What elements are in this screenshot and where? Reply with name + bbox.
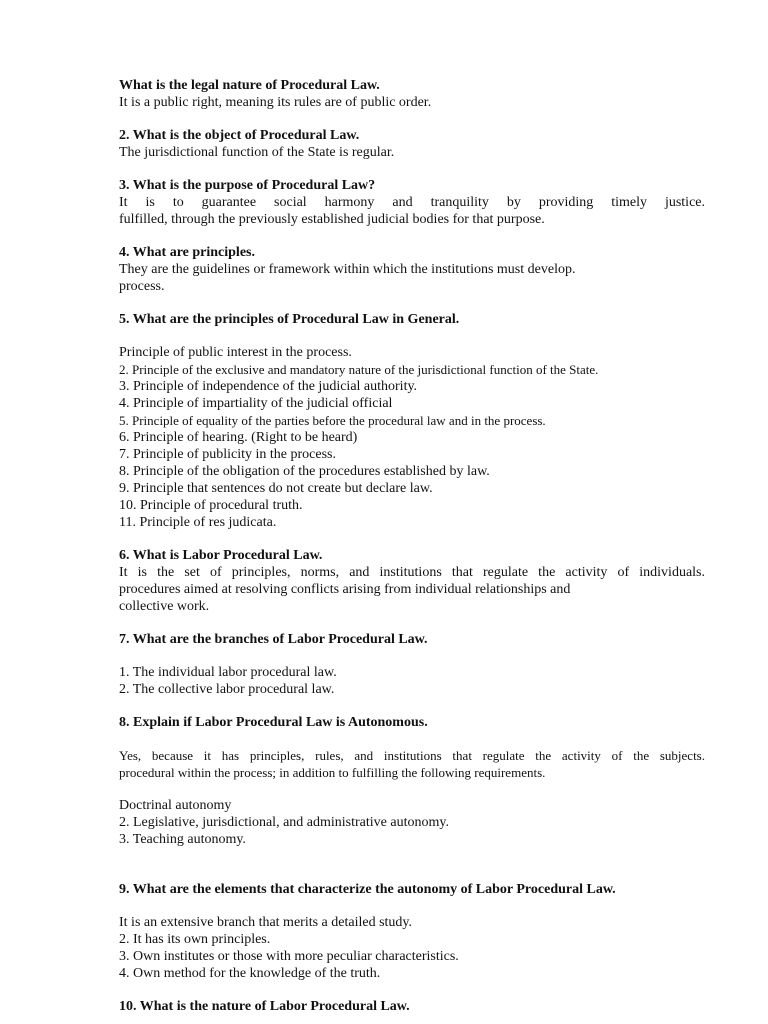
question-5-heading: 5. What are the principles of Procedural Law in General.	[119, 312, 460, 327]
principle-list-item: Principle of public interest in the process.	[119, 345, 352, 360]
principle-list-item: 2. Principle of the exclusive and mandatory nature of the jurisdictional function of the State.	[119, 362, 599, 377]
question-4-answer-line: They are the guidelines or framework within which the institutions must develop.	[119, 262, 576, 277]
autonomy-list-item: 2. Legislative, jurisdictional, and administrative autonomy.	[119, 815, 449, 830]
question-8-heading: 8. Explain if Labor Procedural Law is Autonomous.	[119, 715, 428, 730]
principle-list-item: 11. Principle of res judicata.	[119, 515, 277, 530]
question-3-heading: 3. What is the purpose of Procedural Law?	[119, 178, 376, 193]
element-list-item: 2. It has its own principles.	[119, 932, 271, 947]
principle-list-item: 9. Principle that sentences do not create but declare law.	[119, 481, 433, 496]
question-1-answer: It is a public right, meaning its rules are of public order.	[119, 95, 432, 110]
question-4-answer-line: process.	[119, 279, 165, 294]
question-2-heading: 2. What is the object of Procedural Law.	[119, 128, 360, 143]
question-7-heading: 7. What are the branches of Labor Procedural Law.	[119, 632, 428, 647]
question-6-answer-line: collective work.	[119, 599, 210, 614]
question-10-heading: 10. What is the nature of Labor Procedural Law.	[119, 999, 410, 1014]
question-6-heading: 6. What is Labor Procedural Law.	[119, 548, 323, 563]
autonomy-list-item: Doctrinal autonomy	[119, 798, 232, 813]
principle-list-item: 6. Principle of hearing. (Right to be heard)	[119, 430, 358, 445]
question-4-heading: 4. What are principles.	[119, 245, 255, 260]
branch-list-item: 1. The individual labor procedural law.	[119, 665, 337, 680]
question-8-answer-line: procedural within the process; in addition to fulfilling the following requirements.	[119, 765, 546, 780]
principle-list-item: 8. Principle of the obligation of the procedures established by law.	[119, 464, 490, 479]
element-list-item: 3. Own institutes or those with more peculiar characteristics.	[119, 949, 459, 964]
principle-list-item: 10. Principle of procedural truth.	[119, 498, 303, 513]
element-list-item: 4. Own method for the knowledge of the truth.	[119, 966, 381, 981]
question-6-answer-line: procedures aimed at resolving conflicts arising from individual relationships and	[119, 582, 571, 597]
question-6-answer-line: It is the set of principles, norms, and institutions that regulate the activity of individuals.	[119, 565, 705, 580]
question-3-answer-line: fulfilled, through the previously established judicial bodies for that purpose.	[119, 212, 545, 227]
document-body	[119, 77, 705, 1015]
question-9-heading: 9. What are the elements that characterize the autonomy of Labor Procedural Law.	[119, 882, 616, 897]
principle-list-item: 5. Principle of equality of the parties before the procedural law and in the process.	[119, 413, 546, 428]
branch-list-item: 2. The collective labor procedural law.	[119, 682, 335, 697]
principle-list-item: 3. Principle of independence of the judicial authority.	[119, 379, 418, 394]
autonomy-list-item: 3. Teaching autonomy.	[119, 832, 246, 847]
element-list-item: It is an extensive branch that merits a detailed study.	[119, 915, 413, 930]
question-2-answer: The jurisdictional function of the State is regular.	[119, 145, 395, 160]
principle-list-item: 4. Principle of impartiality of the judicial official	[119, 396, 393, 411]
question-3-answer-line: It is to guarantee social harmony and tranquility by providing timely justice.	[119, 195, 705, 210]
principle-list-item: 7. Principle of publicity in the process.	[119, 447, 336, 462]
question-1-heading: What is the legal nature of Procedural Law.	[119, 78, 380, 93]
question-8-answer-line: Yes, because it has principles, rules, and institutions that regulate the activity of the subjects.	[119, 748, 705, 763]
